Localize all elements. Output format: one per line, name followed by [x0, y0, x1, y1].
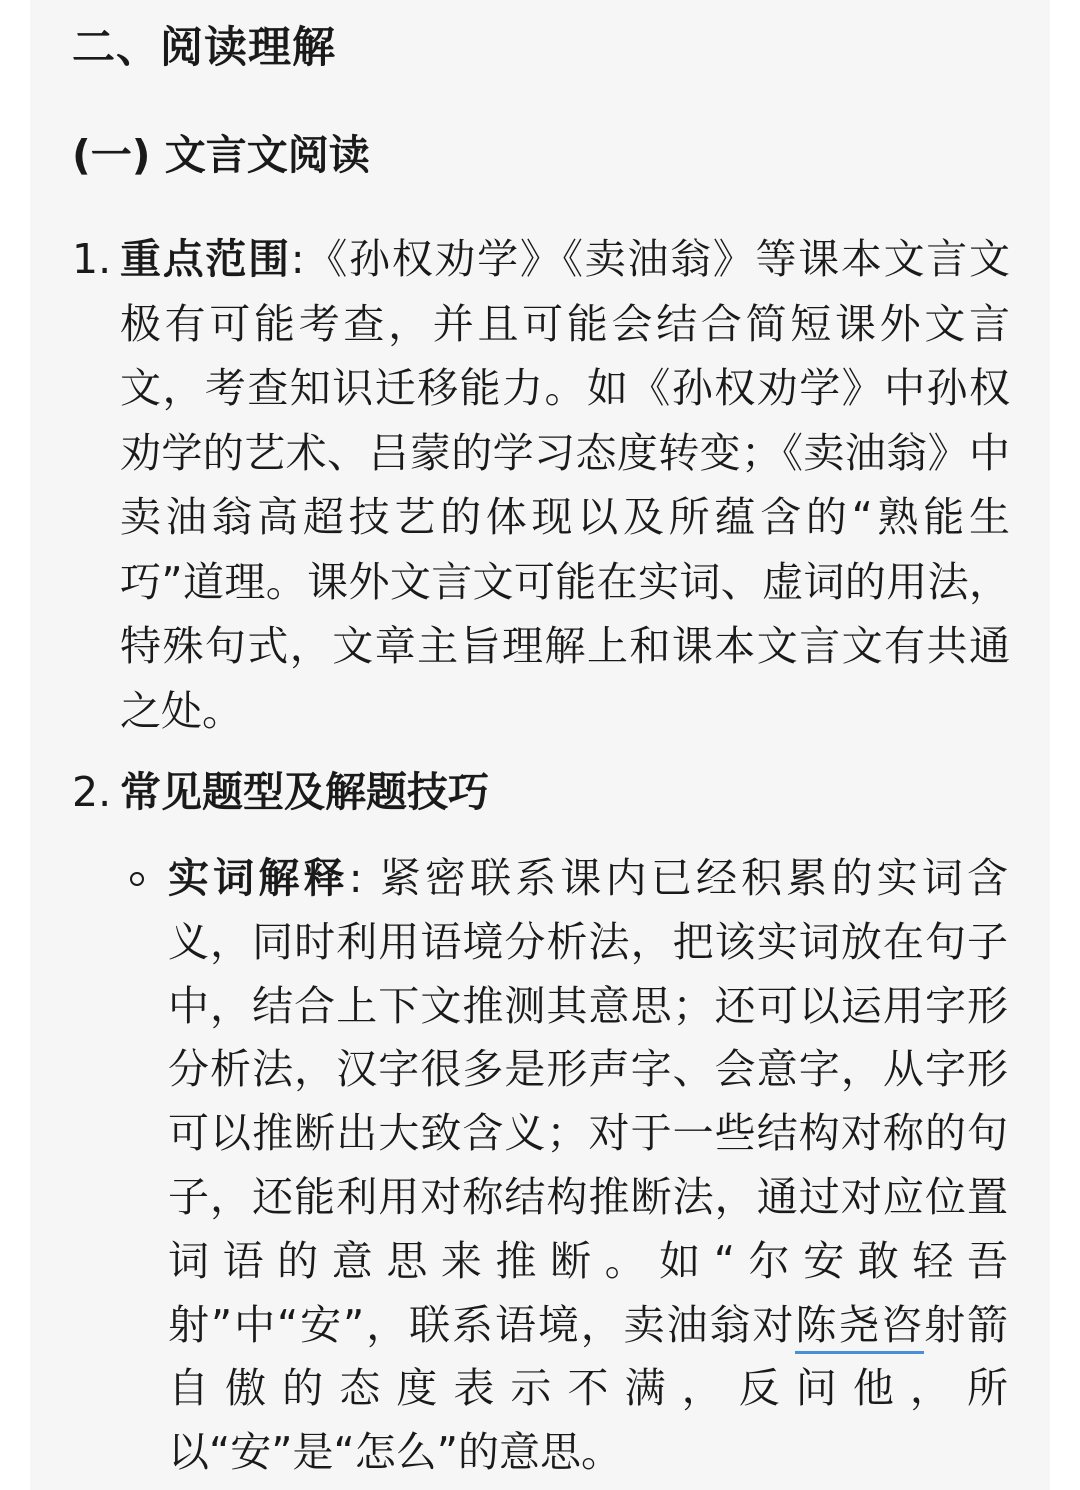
list-item-body: [120, 227, 1010, 743]
document-page: [30, 0, 1050, 1490]
item-text: 《孙权劝学》《卖油翁》等课本文言文极有可能考查，并且可能会结合简短课外文言文，考查知识迁移能力。如《孙权劝学》中孙权劝学的艺术、吕蒙的学习态度转变；《卖油翁》中卖油翁高超技艺的体现以及所蕴含的“熟能生巧”道理。课外文言文可能在实词、虚词的用法，特殊句式，文章主旨理解上和课本文言文有共通之处。: [120, 235, 1011, 735]
sub-item-text-after: 射箭自傲的态度表示不满，反问他，所以“安”是“怎么”的意思。: [168, 1300, 1009, 1477]
entity-link[interactable]: 陈尧咨: [795, 1301, 924, 1354]
section-heading: 二、阅读理解: [72, 23, 336, 73]
sub-item-body: [168, 847, 1008, 1485]
list-number: 1.: [72, 235, 112, 283]
subsection-heading: (一) 文言文阅读: [72, 131, 370, 179]
bullet-circle-icon: [130, 872, 144, 886]
sub-list-item: [120, 847, 1020, 1485]
sub-item-label: 实词解释: [168, 854, 349, 902]
item-label: 重点范围: [120, 235, 291, 283]
sub-item-separator: :: [348, 854, 380, 902]
item-separator: :: [290, 235, 305, 283]
list-item: [72, 760, 1022, 825]
list-item: [72, 227, 1022, 743]
sub-item-text-before: 紧密联系课内已经积累的实词含义，同时利用语境分析法，把该实词放在句子中，结合上下文推测其意思；还可以运用字形分析法，汉字很多是形声字、会意字，从字形可以推断出大致含义；对于一些结构对称的句子，还能利用对称结构推断法，通过对应位置词语的意思来推断。如“尔安敢轻吾射”中“安”，联系语境，卖油翁对: [168, 854, 1009, 1349]
list-number: 2.: [72, 768, 112, 816]
item-label: 常见题型及解题技巧: [120, 768, 489, 816]
